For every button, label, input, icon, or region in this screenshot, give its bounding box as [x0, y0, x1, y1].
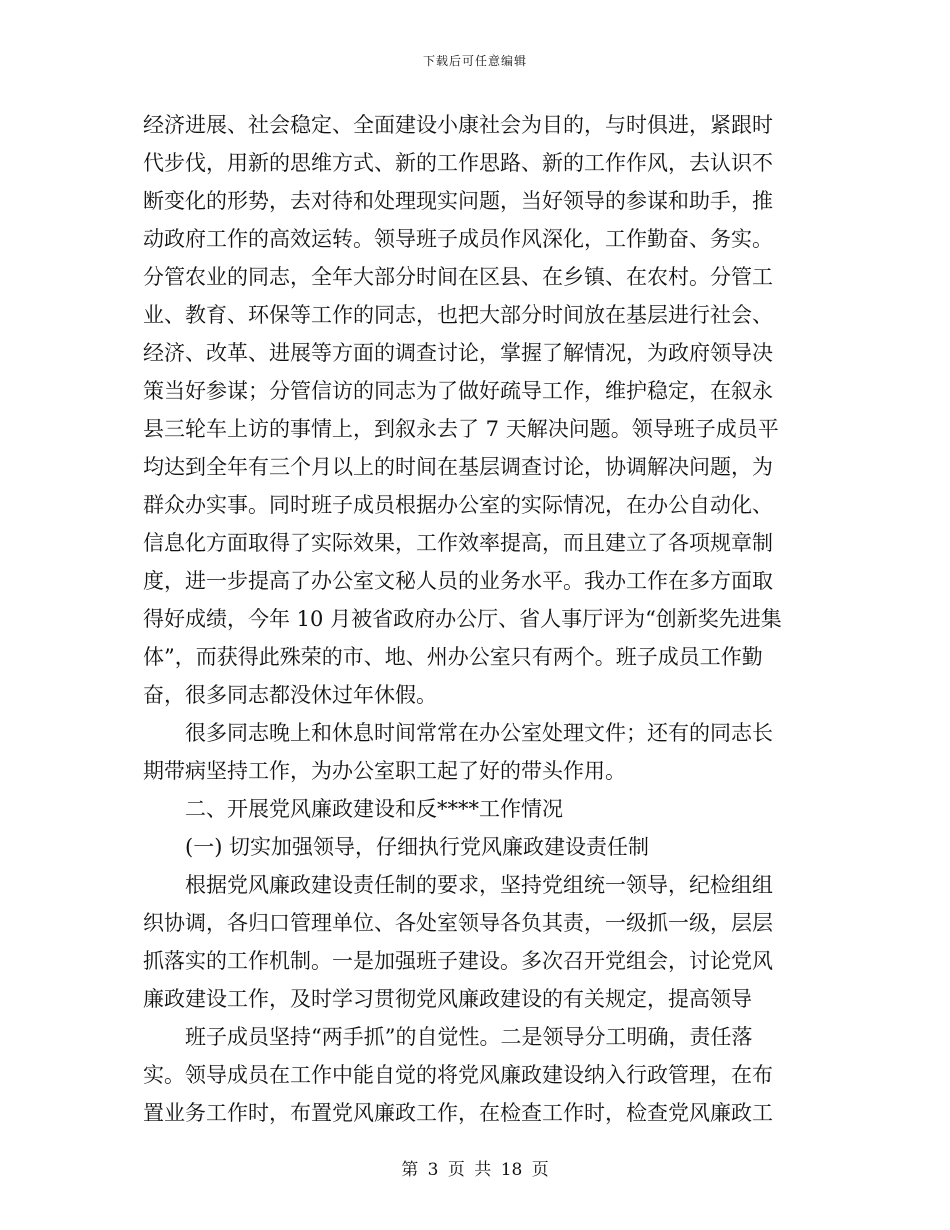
text-line: 廉政建设工作，及时学习贯彻党风廉政建设的有关规定，提高领导 — [143, 987, 752, 1011]
text-line: 经济进展、社会稳定、全面建设小康社会为目的，与时俱进，紧跟时 — [143, 113, 773, 137]
text-line: 均达到全年有三个月以上的时间在基层调查讨论，协调解决问题，为 — [143, 455, 773, 479]
text-line: 动政府工作的高效运转。领导班子成员作风深化，工作勤奋、务实。 — [143, 227, 773, 251]
text-line: 业、教育、环保等工作的同志，也把大部分时间放在基层进行社会、 — [143, 303, 773, 327]
text-line: 策当好参谋；分管信访的同志为了做好疏导工作，维护稳定，在叙永 — [143, 379, 773, 403]
subsection-heading: (一) 切实加强领导，仔细执行党风廉政建设责任制 — [185, 835, 650, 859]
text-line: 得好成绩，今年 10 月被省政府办公厅、省人事厅评为“创新奖先进集 — [143, 607, 782, 631]
section-heading: 二、开展党风廉政建设和反****工作情况 — [185, 797, 563, 821]
text-line: 实。领导成员在工作中能自觉的将党风廉政建设纳入行政管理，在布 — [143, 1063, 773, 1087]
page-header: 下载后可任意编辑 — [422, 54, 527, 68]
text-line: 根据党风廉政建设责任制的要求，坚持党组统一领导，纪检组组 — [185, 873, 773, 897]
text-line: 信息化方面取得了实际效果，工作效率提高，而且建立了各项规章制 — [143, 531, 773, 555]
text-line: 织协调，各归口管理单位、各处室领导各负其责，一级抓一级，层层 — [143, 911, 773, 935]
text-line: 置业务工作时，布置党风廉政工作，在检查工作时，检查党风廉政工 — [143, 1101, 773, 1125]
text-line: 经济、改革、进展等方面的调查讨论，掌握了解情况，为政府领导决 — [143, 341, 773, 365]
text-line: 很多同志晚上和休息时间常常在办公室处理文件；还有的同志长 — [185, 721, 773, 745]
text-line: 体”，而获得此殊荣的市、地、州办公室只有两个。班子成员工作勤 — [143, 645, 763, 669]
text-line: 抓落实的工作机制。一是加强班子建设。多次召开党组会，讨论党风 — [143, 949, 773, 973]
text-line: 县三轮车上访的事情上，到叙永去了 7 天解决问题。领导班子成员平 — [143, 417, 779, 441]
text-line: 度，进一步提高了办公室文秘人员的业务水平。我办工作在多方面取 — [143, 569, 773, 593]
text-line: 分管农业的同志，全年大部分时间在区县、在乡镇、在农村。分管工 — [143, 265, 773, 289]
text-line: 断变化的形势，去对待和处理现实问题，当好领导的参谋和助手，推 — [143, 189, 773, 213]
text-line: 群众办实事。同时班子成员根据办公室的实际情况，在办公自动化、 — [143, 493, 773, 517]
text-line: 代步伐，用新的思维方式、新的工作思路、新的工作作风，去认识不 — [143, 151, 773, 175]
document-body — [143, 106, 803, 1132]
text-line: 班子成员坚持“两手抓”的自觉性。二是领导分工明确，责任落 — [185, 1025, 753, 1049]
text-line: 奋，很多同志都没休过年休假。 — [143, 683, 437, 707]
text-line: 期带病坚持工作，为办公室职工起了好的带头作用。 — [143, 759, 626, 783]
page-footer: 第 3 页 共 18 页 — [401, 1160, 549, 1180]
